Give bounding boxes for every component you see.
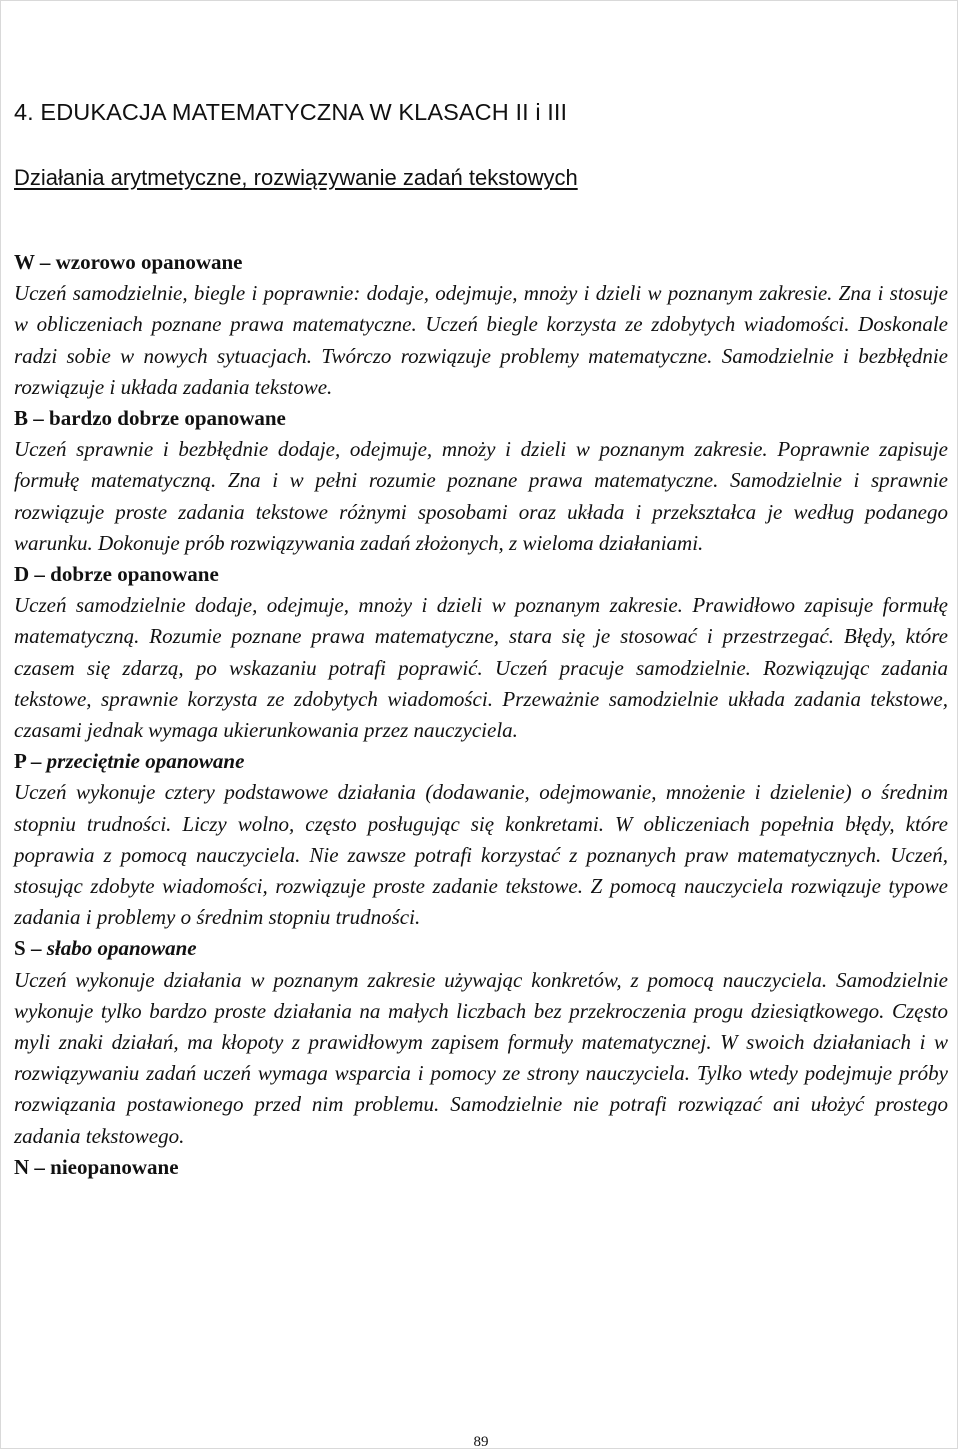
grade-name: dobrze opanowane [50, 562, 219, 587]
grade-letter: P [14, 749, 26, 774]
grade-letter: D [14, 562, 30, 587]
grade-description: Uczeń samodzielnie dodaje, odejmuje, mnoży i dzieli w poznanym zakresie. Prawidłowo zapisuje formułę matematyczną. Rozumie poznane prawa matematyczne, stara się je stosować i przestrzegać. Błędy, które czasem się zdarzą, po wskazaniu potrafi poprawić. Uczeń pracuje samodzielnie. Rozwiązując zadania tekstowe, sprawnie korzysta ze zdobytych wiadomości. Przeważnie samodzielnie układa zadania tekstowe, czasami jednak wymaga ukierunkowania przez nauczyciela. [14, 593, 948, 743]
page-content [14, 97, 948, 1183]
grade-d [14, 559, 948, 746]
grade-dash: – [25, 749, 47, 774]
grades-list [14, 247, 948, 1183]
grade-letter: W [14, 250, 35, 274]
grade-p [14, 746, 948, 933]
grade-dash: – [29, 562, 51, 587]
grade-name: wzorowo opanowane [55, 250, 243, 274]
grade-n [14, 1152, 948, 1183]
grade-dash: – [25, 936, 47, 961]
grade-dash: – [29, 1154, 51, 1179]
grade-description: Uczeń wykonuje cztery podstawowe działania (dodawanie, odejmowanie, mnożenie i dzielenie) o średnim stopniu trudności. Liczy wolno, często posługując się konkretami. W obliczeniach popełnia błędy, które poprawia z pomocą nauczyciela. Nie zawsze potrafi korzystać z poznanych praw matematycznych. Uczeń, stosując zdobyte wiadomości, rozwiązuje proste zadanie tekstowe. Z pomocą nauczyciela rozwiązuje typowe zadania i problemy o średnim stopniu trudności. [14, 780, 948, 930]
grade-heading [14, 403, 948, 434]
grade-name: nieopanowane [50, 1154, 179, 1179]
grade-letter: N [14, 1154, 30, 1179]
section-subtitle: Działania arytmetyczne, rozwiązywanie zadań tekstowych [14, 165, 578, 190]
grade-heading [14, 247, 948, 278]
grade-w [14, 247, 948, 403]
page-number: 89 [473, 1434, 489, 1450]
grade-description: Uczeń sprawnie i bezbłędnie dodaje, odejmuje, mnoży i dzieli w poznanym zakresie. Poprawnie zapisuje formułę matematyczną. Zna i w pełni rozumie poznane prawa matematyczne. Samodzielnie i sprawnie rozwiązuje proste zadania tekstowe różnymi sposobami oraz układa i przekształca je według podanego warunku. Dokonuje prób rozwiązywania zadań złożonych, z wieloma działaniami. [14, 437, 948, 555]
grade-heading [14, 1152, 948, 1183]
grade-heading [14, 559, 948, 590]
grade-name: przeciętnie opanowane [46, 749, 245, 774]
grade-description: Uczeń wykonuje działania w poznanym zakresie używając konkretów, z pomocą nauczyciela. Samodzielnie wykonuje tylko bardzo proste działania na małych liczbach bez przekroczenia progu dziesiątkowego. Często myli znaki działań, ma kłopoty z prawidłowym zapisem formuły matematycznej. W swoich działaniach i w rozwiązywaniu zadań uczeń wymaga wsparcia i pomocy ze strony nauczyciela. Tylko wtedy podejmuje próby rozwiązania postawionego przed nim problemu. Samodzielnie nie potrafi rozwiązać ani ułożyć prostego zadania tekstowego. [14, 967, 948, 1148]
grade-name: bardzo dobrze opanowane [49, 406, 286, 431]
grade-dash: – [34, 250, 56, 274]
grade-letter: S [14, 936, 26, 961]
section-title: 4. EDUKACJA MATEMATYCZNA W KLASACH II i III [14, 99, 568, 125]
grade-dash: – [28, 406, 50, 431]
grade-s [14, 933, 948, 1151]
grade-letter: B [14, 406, 29, 431]
grade-description: Uczeń samodzielnie, biegle i poprawnie: dodaje, odejmuje, mnoży i dzieli w poznanym zakresie. Zna i stosuje w obliczeniach poznane prawa matematyczne. Uczeń biegle korzysta ze zdobytych wiadomości. Doskonale radzi sobie w nowych sytuacjach. Twórczo rozwiązuje problemy matematyczne. Samodzielnie i bezbłędnie rozwiązuje i układa zadania tekstowe. [14, 281, 948, 399]
grade-name: słabo opanowane [46, 936, 197, 961]
grade-heading [14, 746, 948, 777]
grade-b [14, 403, 948, 559]
grade-heading [14, 933, 948, 964]
